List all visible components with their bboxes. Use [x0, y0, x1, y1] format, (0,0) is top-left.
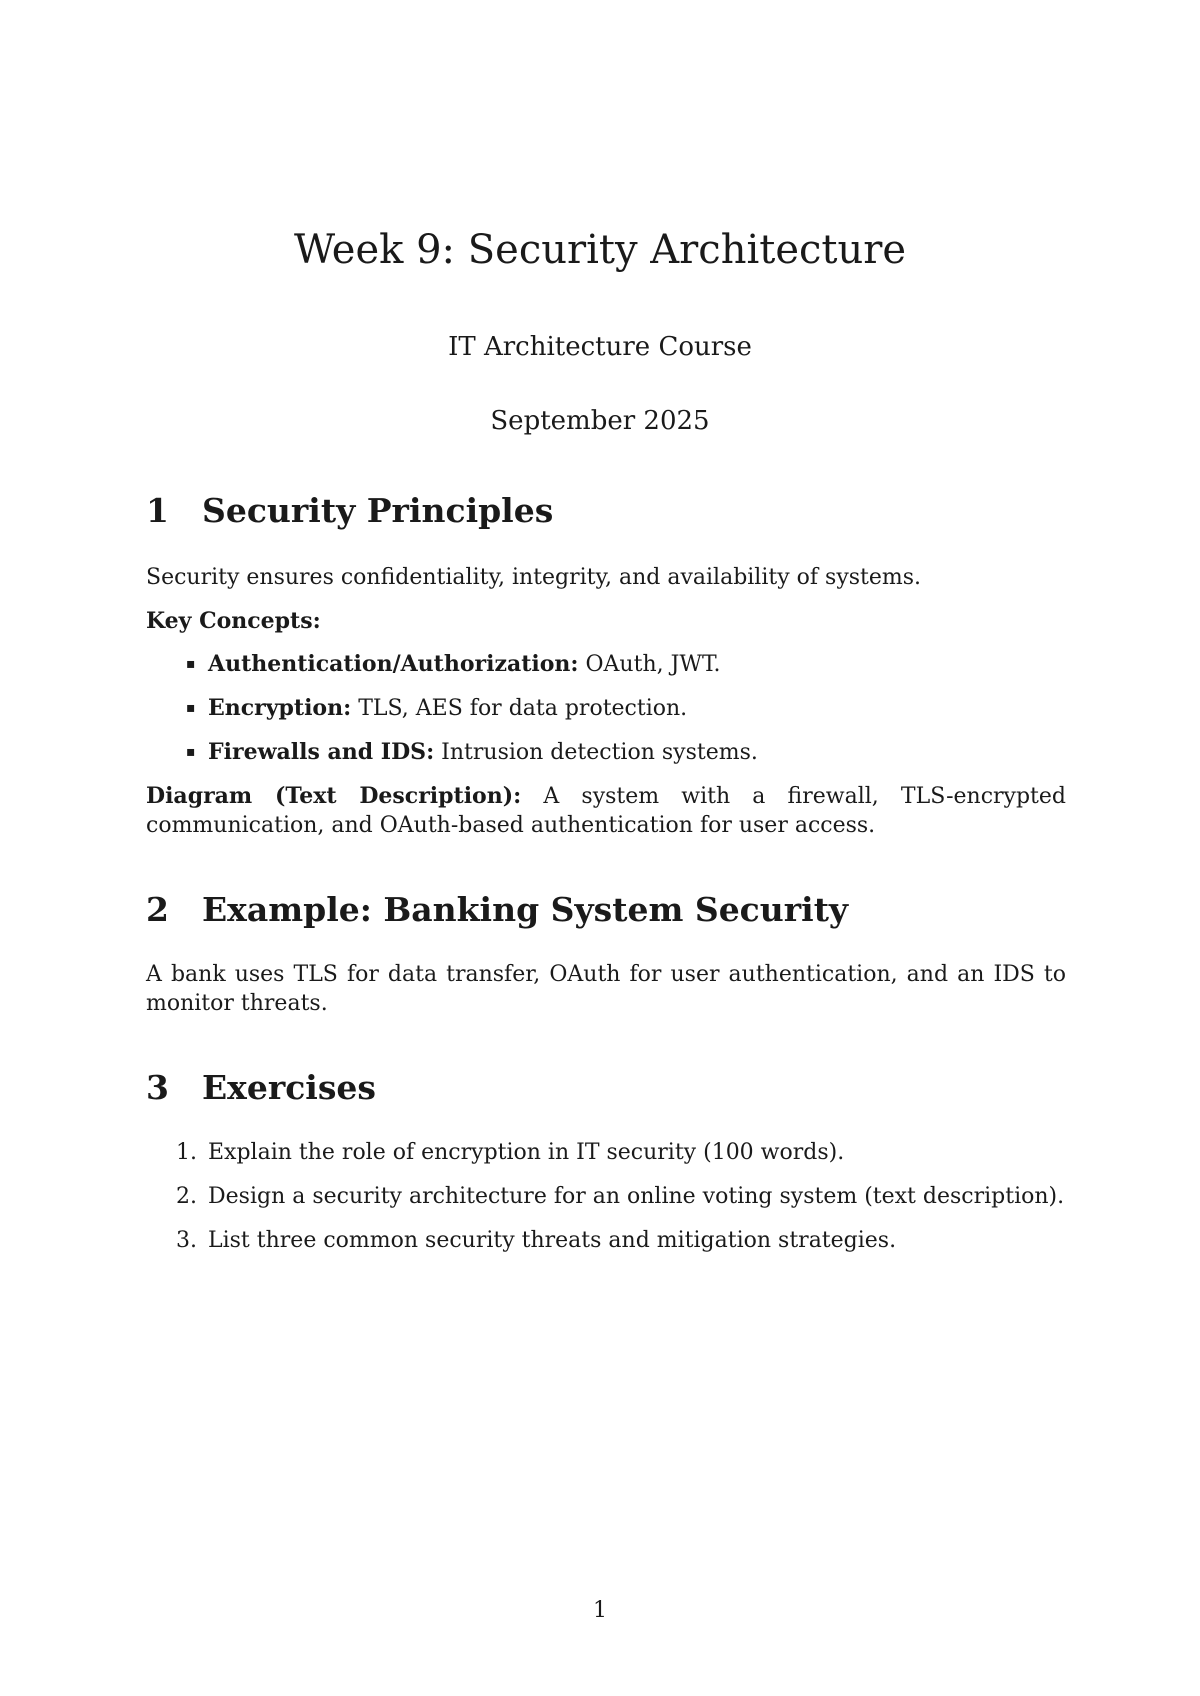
- section-title: Security Principles: [202, 491, 554, 530]
- section-number: 2: [146, 890, 169, 929]
- section-heading: [146, 491, 1066, 530]
- diagram-label: Diagram (Text Description):: [146, 783, 522, 809]
- bullet-icon: ▪: [186, 744, 196, 760]
- section-number: 3: [146, 1068, 169, 1107]
- section-security-principles: [146, 491, 1066, 530]
- section-2-body: [146, 960, 1066, 1018]
- bullet-icon: ▪: [186, 700, 196, 716]
- section-1-body: [146, 563, 1066, 592]
- diagram-description: [146, 782, 1066, 840]
- section-title: Exercises: [202, 1068, 376, 1107]
- section-title: Example: Banking System Security: [202, 890, 849, 929]
- list-number: 1.: [176, 1140, 197, 1165]
- list-item: [146, 694, 1066, 723]
- bullet-term: Firewalls and IDS:: [208, 739, 435, 765]
- list-item: [146, 1182, 1066, 1211]
- bullet-text: Intrusion detection systems.: [434, 740, 758, 765]
- bullet-term: Authentication/Authorization:: [208, 651, 579, 677]
- exercises-list: [146, 1138, 1066, 1255]
- key-concepts-list-wrapper: [146, 650, 1066, 767]
- key-concepts-block: [146, 607, 1066, 636]
- bullet-text: OAuth, JWT.: [578, 652, 721, 677]
- diagram-text: A system with a firewall, TLS-encrypted communication, and OAuth-based authentication for user access.: [146, 784, 1066, 838]
- bullet-icon: ▪: [186, 656, 196, 672]
- banking-example-text: A bank uses TLS for data transfer, OAuth for user authentication, and an IDS to monitor threats.: [146, 962, 1066, 1016]
- section-banking-example: [146, 890, 1066, 929]
- list-number: 2.: [176, 1184, 197, 1209]
- key-concepts-list: [146, 650, 1066, 767]
- list-item: [146, 738, 1066, 767]
- document-date: September 2025: [490, 406, 710, 436]
- exercise-text: Explain the role of encryption in IT security (100 words).: [208, 1140, 845, 1165]
- exercise-text: Design a security architecture for an online voting system (text description).: [208, 1184, 1065, 1209]
- section-intro-text: Security ensures confidentiality, integrity, and availability of systems.: [146, 565, 922, 590]
- section-heading: [146, 1068, 1066, 1107]
- section-number: 1: [146, 491, 169, 530]
- exercise-text: List three common security threats and mitigation strategies.: [208, 1228, 897, 1253]
- list-item: [146, 650, 1066, 679]
- section-exercises: [146, 1068, 1066, 1107]
- list-item: [146, 1226, 1066, 1255]
- page-number: 1: [593, 1598, 607, 1623]
- diagram-description-block: [146, 782, 1066, 840]
- section-heading: [146, 890, 1066, 929]
- exercises-list-wrapper: [146, 1138, 1066, 1255]
- list-item: [146, 1138, 1066, 1167]
- document-title: Week 9: Security Architecture: [293, 227, 907, 273]
- document-subtitle: IT Architecture Course: [448, 332, 752, 362]
- key-concepts-label: Key Concepts:: [146, 608, 321, 634]
- bullet-text: TLS, AES for data protection.: [351, 696, 688, 721]
- bullet-term: Encryption:: [208, 695, 352, 721]
- list-number: 3.: [176, 1228, 197, 1253]
